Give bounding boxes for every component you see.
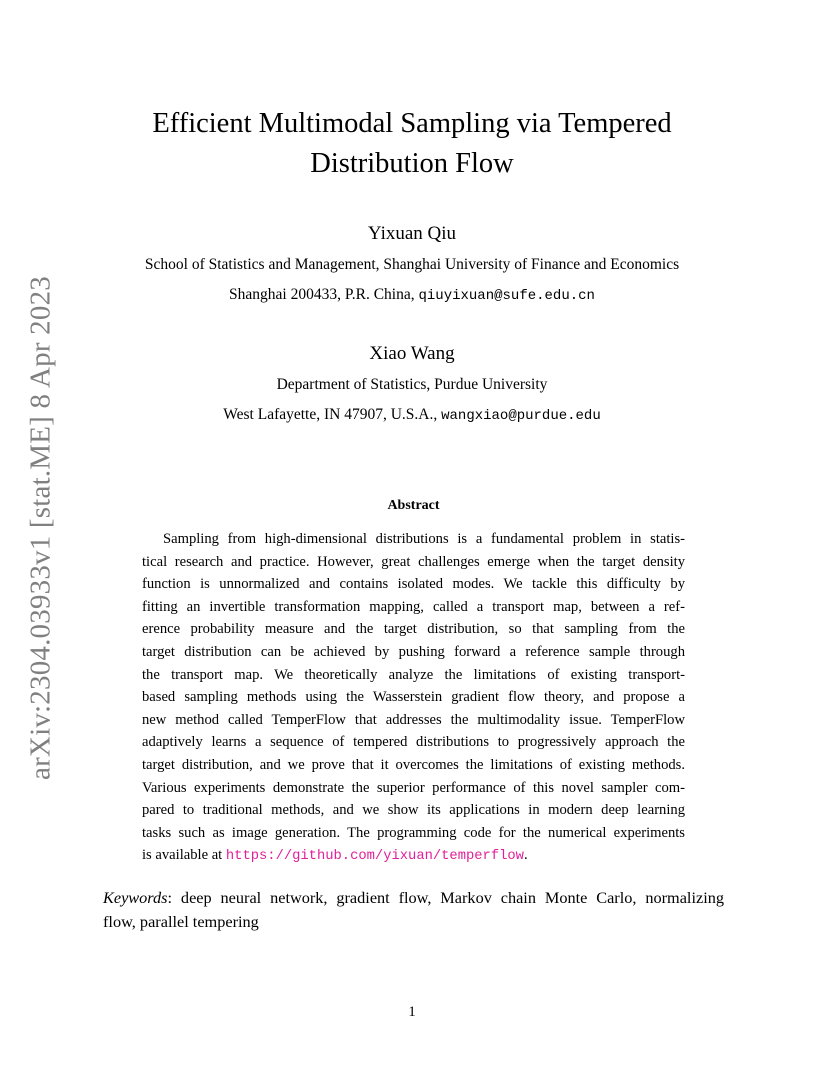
- author-affiliation-1: School of Statistics and Management, Shanghai University of Finance and Economics: [144, 256, 680, 273]
- author-email-2[interactable]: wangxiao@purdue.edu: [441, 408, 601, 424]
- abstract-line: target distribution, and we prove that it overcomes the limitations of existing methods.: [142, 756, 685, 773]
- author-address-text-2: West Lafayette, IN 47907, U.S.A.,: [223, 406, 442, 423]
- abstract-line: the transport map. We theoretically analyze the limitations of existing transport-: [142, 666, 685, 683]
- abstract-line: based sampling methods using the Wasserstein gradient flow theory, and propose a: [142, 689, 685, 706]
- author-email-1[interactable]: qiuyixuan@sufe.edu.cn: [418, 288, 595, 304]
- abstract-line: target distribution can be achieved by pushing forward a reference sample through: [142, 643, 685, 660]
- author-name-1: Yixuan Qiu: [367, 223, 457, 244]
- title-line-2: Distribution Flow: [310, 148, 514, 179]
- code-repository-link[interactable]: https://github.com/yixuan/temperflow: [225, 849, 524, 865]
- keywords-line-2: flow, parallel tempering: [103, 912, 259, 931]
- abstract-line: fitting an invertible transformation mapping, called a transport map, between a ref-: [142, 598, 685, 615]
- keywords-separator: :: [167, 888, 173, 907]
- abstract-line: Sampling from high-dimensional distributions is a fundamental problem in statis-: [163, 531, 685, 547]
- keywords-text-1: deep neural network, gradient flow, Markov chain Monte Carlo, normalizing: [172, 888, 724, 907]
- arxiv-identifier-stamp: arXiv:2304.03933v1 [stat.ME] 8 Apr 2023: [24, 276, 57, 780]
- abstract-last-line-prefix: is available at: [142, 847, 226, 864]
- keywords-label: Keywords: [103, 888, 168, 907]
- abstract-line: tical research and practice. However, great challenges emerge when the target density: [142, 553, 685, 570]
- abstract-last-line: [142, 844, 685, 867]
- keywords-section: [103, 886, 724, 934]
- abstract-last-line-suffix: .: [523, 847, 528, 864]
- abstract-line: tasks such as image generation. The programming code for the numerical experiments: [142, 824, 685, 841]
- abstract-heading: Abstract: [387, 498, 440, 513]
- title-line-1: Efficient Multimodal Sampling via Tempered: [152, 108, 672, 139]
- page-number: 1: [408, 1004, 416, 1020]
- keywords-line-1: [103, 886, 724, 910]
- abstract-line: pared to traditional methods, and we show its applications in modern deep learning: [142, 802, 685, 819]
- author-address-1: [60, 286, 764, 304]
- abstract-body: [142, 528, 685, 867]
- abstract-line: adaptively learns a sequence of tempered distributions to progressively approach the: [142, 734, 685, 751]
- author-affiliation-2: Department of Statistics, Purdue University: [276, 376, 548, 393]
- abstract-line: function is unnormalized and contains isolated modes. We tackle this difficulty by: [142, 576, 685, 593]
- abstract-line: erence probability measure and the target distribution, so that sampling from the: [142, 621, 685, 638]
- author-address-text-1: Shanghai 200433, P.R. China,: [229, 286, 419, 303]
- abstract-line: Various experiments demonstrate the superior performance of this novel sampler com-: [142, 779, 685, 796]
- author-address-2: [60, 406, 764, 424]
- author-name-2: Xiao Wang: [369, 343, 455, 364]
- abstract-line: new method called TemperFlow that addresses the multimodality issue. TemperFlow: [142, 711, 685, 728]
- paper-title: [80, 104, 744, 184]
